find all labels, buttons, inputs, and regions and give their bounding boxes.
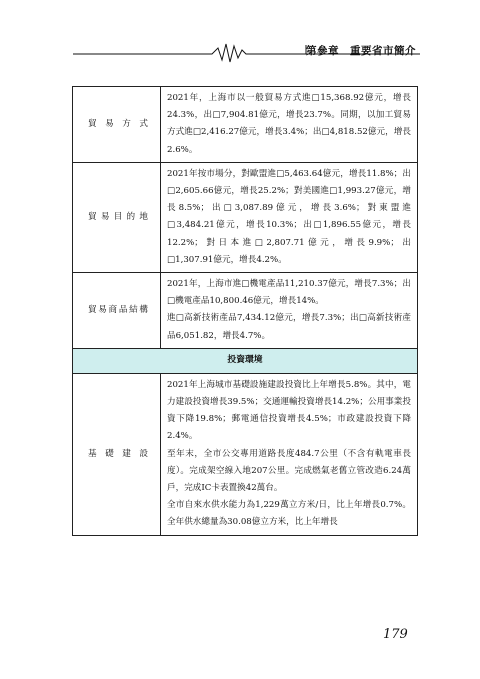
table-row bbox=[73, 273, 418, 349]
paragraph: 2021年，上海市以一般貿易方式進□15,368.92億元，增長24.3%，出□7,904.81億元，增長23.7%。同期，以加工貿易方式進□2,416.27億元，增長3.4%；出□4,818.52億元，增長2.6%。 bbox=[167, 93, 411, 155]
paragraph: 至年末，全市公交專用道路長度484.7公里（不含有軌電車長度）。完成架空線入地207公里。完成燃氣老舊立管改造6.24萬戶，完成IC卡表置換42萬台。 bbox=[167, 448, 411, 494]
info-table bbox=[72, 86, 418, 536]
table-row bbox=[73, 87, 418, 163]
table-row bbox=[73, 373, 418, 535]
row-content bbox=[161, 273, 418, 349]
row-label: 貿易目的地 bbox=[73, 162, 161, 272]
row-content bbox=[161, 373, 418, 535]
row-label: 基礎建設 bbox=[73, 373, 161, 535]
table-row bbox=[73, 162, 418, 272]
paragraph: 全市自來水供水能力為1,229萬立方米/日，比上年增長0.7%。全年供水總量為30.08億立方米，比上年增長 bbox=[167, 500, 411, 528]
paragraph: 2021年按市場分，對歐盟進□5,463.64億元，增長11.8%；出□2,605.66億元，增長25.2%；對美國進□1,993.27億元，增長8.5%；出□3,087.89億元，增長3.6%；對東盟進□3,484.21億元，增長10.3%；出□1,896.55億元，增長12.2%；對日本進□2,807.71億元，增長9.9%；出□1,307.91億元，增長4.2%。 bbox=[167, 168, 411, 265]
page-number: 179 bbox=[383, 627, 408, 642]
paragraph: 2021年上海城市基礎設施建設投資比上年增長5.8%。其中，電力建設投資增長39.5%；交通運輸投資增長14.2%；公用事業投資下降19.8%；郵電通信投資增長4.5%；市政建設投資下降2.4%。 bbox=[167, 379, 411, 442]
section-heading: 投資環境 bbox=[73, 348, 418, 373]
paragraph: 2021年，上海市進□機電產品11,210.37億元，增長7.3%；出□機電產品10,800.46億元，增長14%。 bbox=[167, 279, 411, 307]
chapter-title: 第參章 重要省市簡介 bbox=[306, 45, 416, 57]
row-label: 貿易方式 bbox=[73, 87, 161, 163]
section-row bbox=[73, 348, 418, 373]
row-content bbox=[161, 162, 418, 272]
page-header bbox=[0, 40, 480, 64]
row-content bbox=[161, 87, 418, 163]
paragraph: 進□高新技術產品7,434.12億元，增長7.3%；出□高新技術產品6,051.82，增長4.7%。 bbox=[167, 313, 411, 341]
row-label: 貿易商品結構 bbox=[73, 273, 161, 349]
